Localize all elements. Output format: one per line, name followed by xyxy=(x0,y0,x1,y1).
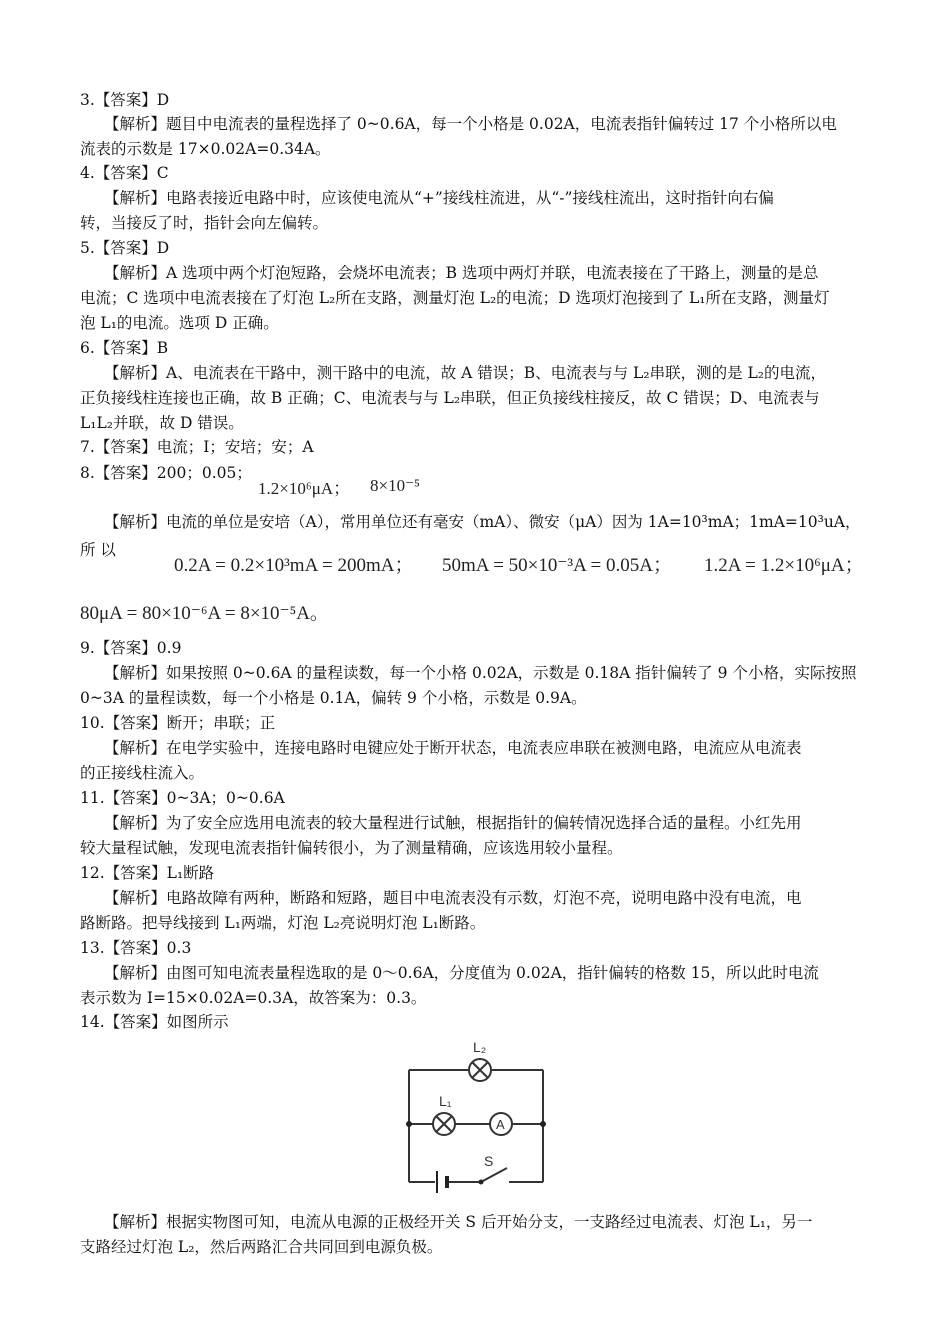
lamp-l2 xyxy=(469,1059,491,1081)
analysis-3-line-1: 【解析】题目中电流表的量程选择了 0~0.6A，每一个小格是 0.02A，电流表指针偏转过 17 个小格所以电 xyxy=(104,115,837,133)
ammeter xyxy=(490,1113,512,1135)
answer-6: 6.【答案】B xyxy=(80,339,169,357)
junction-left xyxy=(406,1121,412,1127)
analysis-10-line-1: 【解析】在电学实验中，连接电路时电键应处于断开状态，电流表应串联在被测电路，电流应从电流表 xyxy=(104,739,802,757)
analysis-6-line-2: 正负接线柱连接也正确，故 B 正确；C、电流表与与 L₂串联，但正负接线柱接反，故 C 错误；D、电流表与 xyxy=(80,389,820,407)
lamp-l2-label: L₂ xyxy=(473,1039,487,1055)
analysis-12-line-2: 路断路。把导线接到 L₁两端，灯泡 L₂亮说明灯泡 L₁断路。 xyxy=(80,914,486,932)
analysis-9-line-2: 0~3A 的量程读数，每一个小格是 0.1A，偏转 9 个小格，示数是 0.9A。 xyxy=(80,689,587,707)
switch-pivot xyxy=(479,1180,484,1185)
answer-4: 4.【答案】C xyxy=(80,164,169,182)
formula-3: 1.2A = 1.2×10⁶μA； xyxy=(704,555,864,576)
analysis-13-line-1: 【解析】由图可知电流表量程选取的是 0～0.6A，分度值为 0.02A，指针偏转的格数 15，所以此时电流 xyxy=(104,964,819,982)
analysis-6-line-1: 【解析】A、电流表在干路中，测干路中的电流，故 A 错误；B、电流表与与 L₂串联，测的是 L₂的电流， xyxy=(104,364,827,382)
analysis-5-line-3: 泡 L₁的电流。选项 D 正确。 xyxy=(80,314,279,332)
analysis-5-line-1: 【解析】A 选项中两个灯泡短路，会烧坏电流表；B 选项中两灯并联，电流表接在了干路上，测量的是总 xyxy=(104,264,819,282)
ammeter-label: A xyxy=(496,1117,505,1132)
answer-10: 10.【答案】断开；串联；正 xyxy=(80,714,276,732)
formula-4: 80μA = 80×10⁻⁶A = 8×10⁻⁵A。 xyxy=(80,603,329,624)
analysis-3-line-2: 流表的示数是 17×0.02A=0.34A。 xyxy=(80,140,331,158)
analysis-9-line-1: 【解析】如果按照 0~0.6A 的量程读数，每一个小格 0.02A，示数是 0.18A 指针偏转了 9 个小格，实际按照 xyxy=(104,664,857,682)
answer-3: 3.【答案】D xyxy=(80,91,170,109)
switch-label: S xyxy=(484,1153,494,1169)
answer-8: 8.【答案】200；0.05； xyxy=(80,464,252,482)
analysis-8-line-2: 所 以 xyxy=(80,541,116,559)
answer-13: 13.【答案】0.3 xyxy=(80,939,192,957)
answer-9: 9.【答案】0.9 xyxy=(80,639,182,657)
lamp-l1 xyxy=(433,1113,455,1135)
formula-2: 50mA = 50×10⁻³A = 0.05A； xyxy=(442,555,672,576)
analysis-13-line-2: 表示数为 I=15×0.02A=0.3A，故答案为：0.3。 xyxy=(80,989,427,1007)
analysis-11-line-2: 较大量程试触，发现电流表指针偏转很小，为了测量精确，应该选用较小量程。 xyxy=(80,839,623,857)
answer-14: 14.【答案】如图所示 xyxy=(80,1013,229,1031)
analysis-8-line-1: 【解析】电流的单位是安培（A），常用单位还有毫安（mA）、微安（μA）因为 1A=10³mA；1mA=10³uA， xyxy=(104,513,861,531)
battery xyxy=(437,1171,447,1193)
formula-q8-exp: 8×10⁻⁵ xyxy=(370,476,420,495)
analysis-11-line-1: 【解析】为了安全应选用电流表的较大量程进行试触，根据指针的偏转情况选择合适的量程。小红先用 xyxy=(104,814,802,832)
analysis-14-line-2: 支路经过灯泡 L₂，然后两路汇合共同回到电源负极。 xyxy=(80,1238,443,1256)
analysis-5-line-2: 电流；C 选项中电流表接在了灯泡 L₂所在支路，测量灯泡 L₂的电流；D 选项灯泡接到了 L₁所在支路，测量灯 xyxy=(80,289,830,307)
junction-right xyxy=(540,1121,546,1127)
answer-11: 11.【答案】0~3A；0~0.6A xyxy=(80,789,285,807)
formula-q8-micro: 1.2×10⁶μA； xyxy=(258,479,351,498)
answer-5: 5.【答案】D xyxy=(80,239,170,257)
answer-12: 12.【答案】L₁断路 xyxy=(80,864,215,882)
analysis-10-line-2: 的正接线柱流入。 xyxy=(80,764,205,782)
analysis-4-line-2: 转，当接反了时，指针会向左偏转。 xyxy=(80,214,329,232)
analysis-4-line-1: 【解析】电路表接近电路中时，应该使电流从“+”接线柱流进，从“-”接线柱流出，这时指针向右偏 xyxy=(104,189,774,207)
analysis-6-line-3: L₁L₂并联，故 D 错误。 xyxy=(80,414,244,432)
circuit-diagram xyxy=(395,1028,555,1198)
lamp-l1-label: L₁ xyxy=(439,1093,452,1109)
answer-7: 7.【答案】电流；I；安培；安；A xyxy=(80,438,314,456)
formula-1: 0.2A = 0.2×10³mA = 200mA； xyxy=(174,555,414,576)
analysis-12-line-1: 【解析】电路故障有两种，断路和短路，题目中电流表没有示数，灯泡不亮，说明电路中没有电流，电 xyxy=(104,889,802,907)
analysis-14-line-1: 【解析】根据实物图可知，电流从电源的正极经开关 S 后开始分支，一支路经过电流表、灯泡 L₁，另一 xyxy=(104,1213,813,1231)
